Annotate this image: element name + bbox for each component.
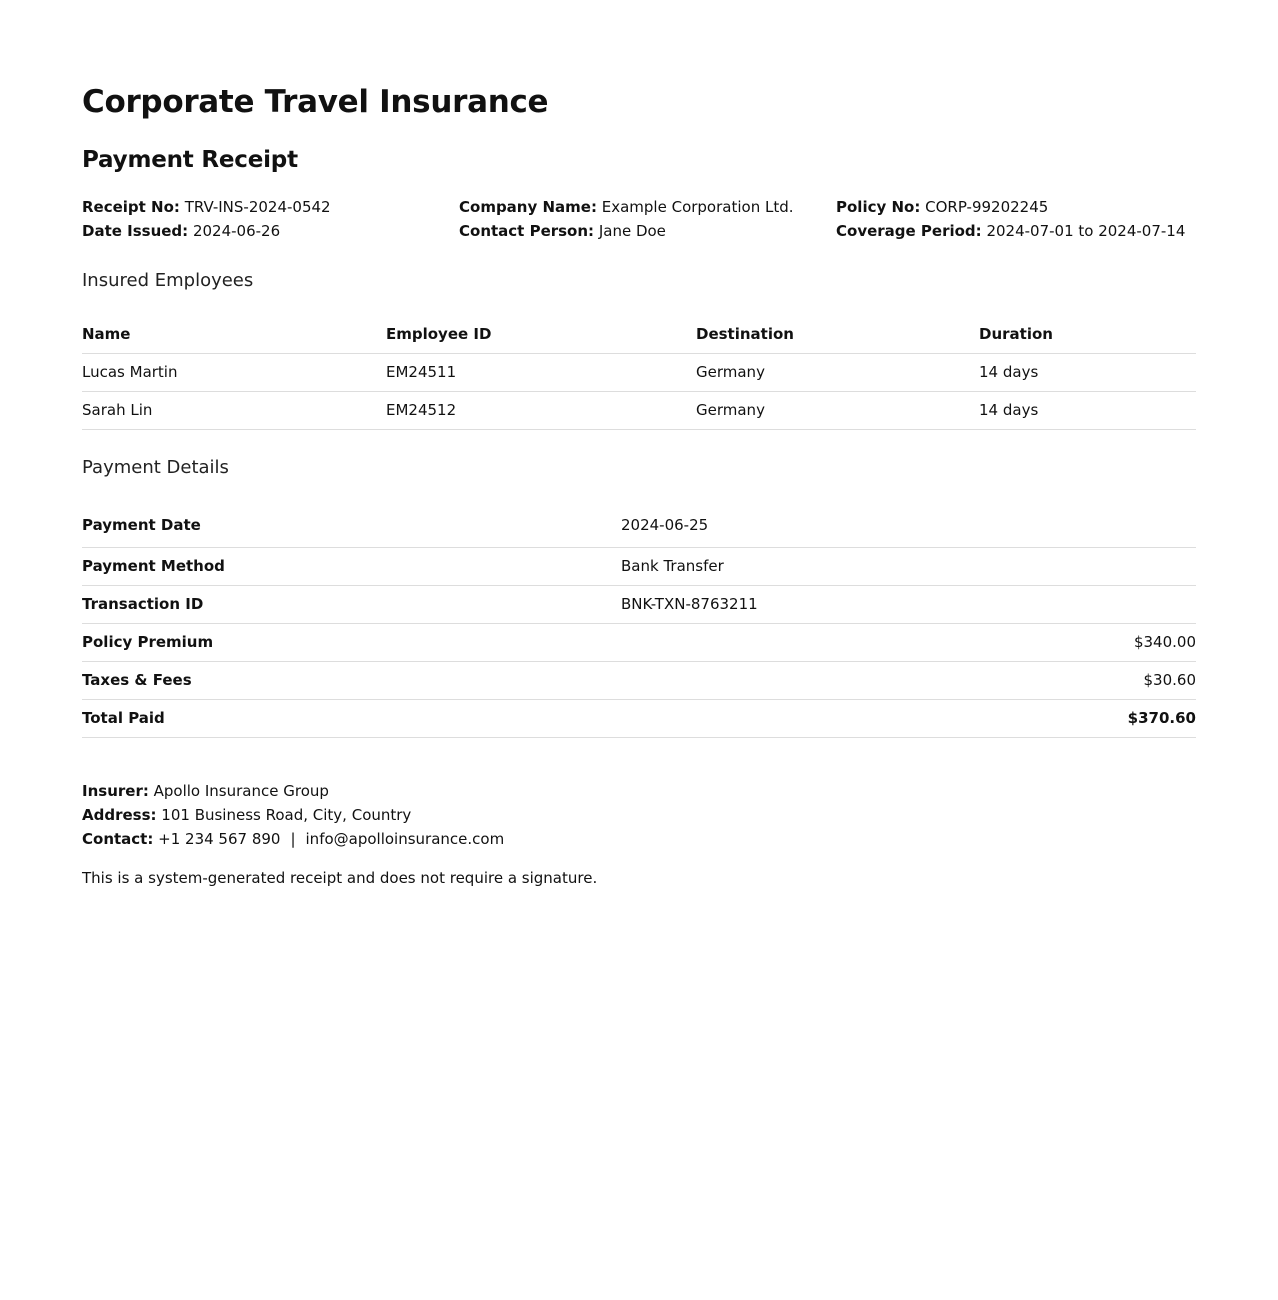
- employees-table: [82, 323, 1196, 430]
- contact-label: Contact:: [82, 830, 154, 848]
- receipt-no: [82, 195, 459, 219]
- insurer-value: Apollo Insurance Group: [153, 782, 329, 800]
- receipt-meta: [82, 195, 1196, 243]
- taxes-fees-amount: $30.60: [621, 662, 1196, 700]
- address-label: Address:: [82, 806, 157, 824]
- contact-person-value: Jane Doe: [598, 222, 666, 240]
- payment-method-label: Payment Method: [82, 548, 621, 586]
- receipt-subtitle: Payment Receipt: [82, 147, 298, 173]
- receipt-no-value: TRV-INS-2024-0542: [184, 198, 331, 216]
- payment-method-value: Bank Transfer: [621, 548, 1196, 586]
- date-issued-label: Date Issued:: [82, 222, 189, 240]
- policy-premium-amount: $340.00: [621, 624, 1196, 662]
- transaction-id-value: BNK-TXN-8763211: [621, 586, 1196, 624]
- date-issued: [82, 219, 459, 243]
- employee-destination: Germany: [696, 392, 979, 430]
- contact-line: [82, 827, 1196, 851]
- taxes-fees-row: [82, 662, 1196, 700]
- payment-date-row: [82, 510, 1196, 548]
- policy-no: [836, 195, 1196, 219]
- date-issued-value: 2024-06-26: [192, 222, 281, 240]
- employee-id: EM24511: [386, 354, 696, 392]
- receipt-no-label: Receipt No:: [82, 198, 180, 216]
- employee-destination: Germany: [696, 354, 979, 392]
- table-row: [82, 354, 1196, 392]
- contact-person-label: Contact Person:: [459, 222, 595, 240]
- employee-id: EM24512: [386, 392, 696, 430]
- transaction-id-label: Transaction ID: [82, 586, 621, 624]
- coverage-period: [836, 219, 1196, 243]
- insured-employees-heading: Insured Employees: [82, 270, 254, 291]
- company-name: [459, 195, 836, 219]
- column-header-name: Name: [82, 323, 386, 354]
- column-header-destination: Destination: [696, 323, 979, 354]
- employee-name: Sarah Lin: [82, 392, 386, 430]
- insurer-label: Insurer:: [82, 782, 149, 800]
- payment-details-heading: Payment Details: [82, 457, 229, 478]
- insurer-line: [82, 779, 1196, 803]
- payment-details-table: [82, 510, 1196, 738]
- address-line: [82, 803, 1196, 827]
- transaction-id-row: [82, 586, 1196, 624]
- taxes-fees-label: Taxes & Fees: [82, 662, 621, 700]
- employee-duration: 14 days: [979, 354, 1196, 392]
- meta-column-receipt: [82, 195, 459, 243]
- meta-column-company: [459, 195, 836, 243]
- coverage-period-value: 2024-07-01 to 2024-07-14: [986, 222, 1186, 240]
- system-generated-note: This is a system-generated receipt and does not require a signature.: [82, 869, 598, 887]
- payment-method-row: [82, 548, 1196, 586]
- contact-phone[interactable]: +1 234 567 890: [158, 830, 281, 848]
- contact-person: [459, 219, 836, 243]
- table-header-row: [82, 323, 1196, 354]
- policy-premium-label: Policy Premium: [82, 624, 621, 662]
- policy-no-label: Policy No:: [836, 198, 921, 216]
- insurer-footer: [82, 779, 1196, 890]
- company-name-value: Example Corporation Ltd.: [601, 198, 794, 216]
- contact-email[interactable]: info@apolloinsurance.com: [305, 830, 505, 848]
- payment-date-label: Payment Date: [82, 510, 621, 548]
- total-paid-label: Total Paid: [82, 700, 621, 738]
- total-paid-amount: $370.60: [621, 700, 1196, 738]
- address-value: 101 Business Road, City, Country: [161, 806, 412, 824]
- employee-name: Lucas Martin: [82, 354, 386, 392]
- employee-duration: 14 days: [979, 392, 1196, 430]
- payment-date-value: 2024-06-25: [621, 510, 1196, 548]
- total-paid-row: [82, 700, 1196, 738]
- company-name-label: Company Name:: [459, 198, 597, 216]
- policy-no-value: CORP-99202245: [925, 198, 1049, 216]
- policy-premium-row: [82, 624, 1196, 662]
- table-row: [82, 392, 1196, 430]
- column-header-employee-id: Employee ID: [386, 323, 696, 354]
- coverage-period-label: Coverage Period:: [836, 222, 982, 240]
- meta-column-policy: [836, 195, 1196, 243]
- contact-separator: |: [290, 830, 296, 848]
- page-title: Corporate Travel Insurance: [82, 84, 549, 120]
- column-header-duration: Duration: [979, 323, 1196, 354]
